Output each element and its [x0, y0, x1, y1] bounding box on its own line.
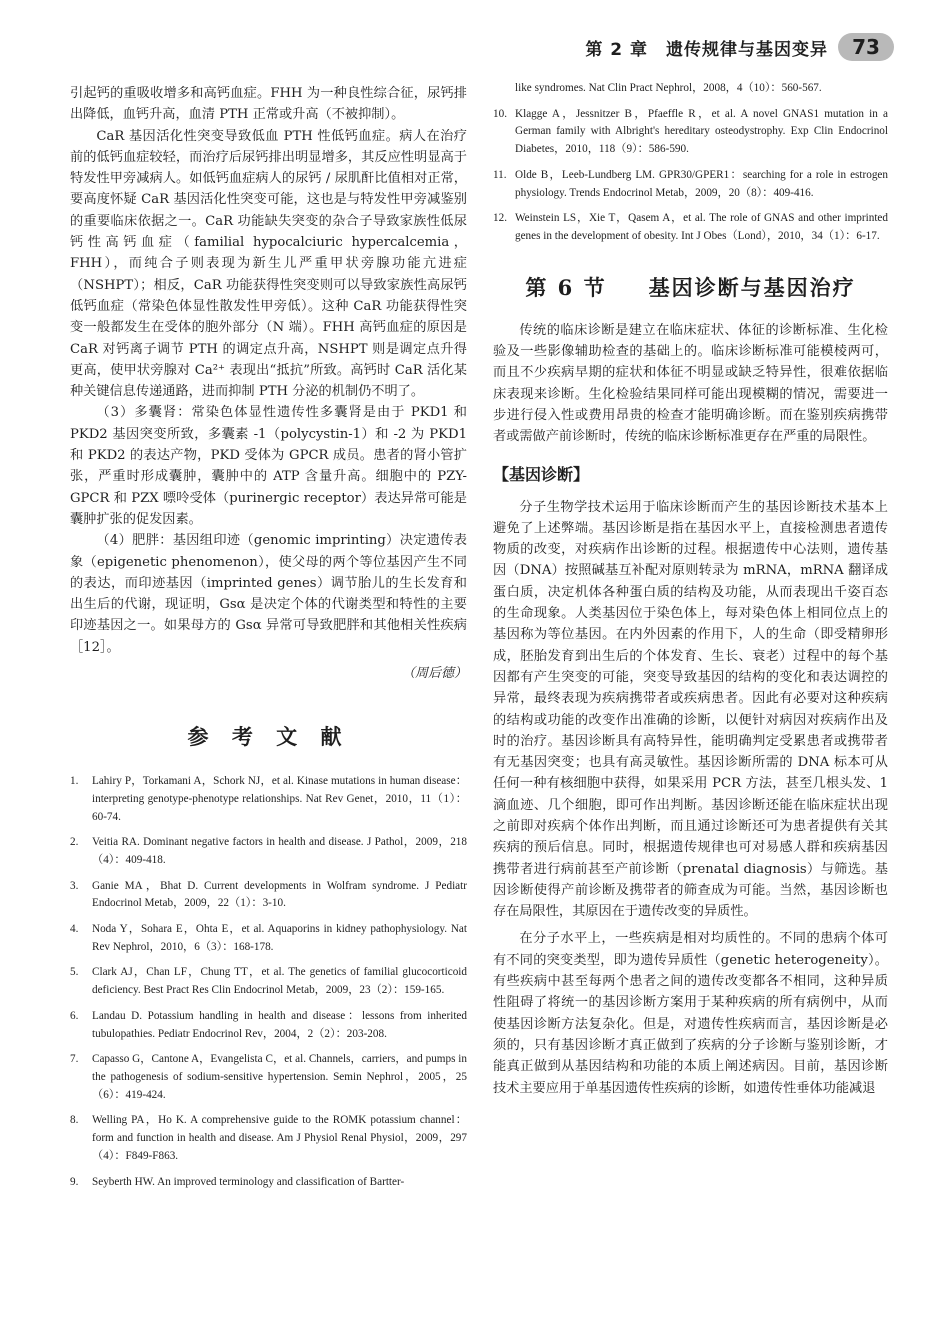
reference-item: 2. Veitia RA. Dominant negative factors in health and disease. J Pathol，2009，218（4）：409-418. [70, 836, 467, 866]
body-paragraph: （4）肥胖：基因组印迹（genomic imprinting）决定遗传表象（epigenetic phenomenon），使父母的两个等位基因产生不同的表达，而印迹基因（imprinted genes）调节胎儿的生长发育和出生后的代谢，现证明，Gsα 是决定个体的代谢类型和特性的主要印迹基因之一。如果母方的 Gsα 异常可导致肥胖和其他相关性疾病［12］。 [70, 533, 467, 655]
reference-list-continued [493, 80, 888, 246]
section-name: 基因诊断与基因治疗 [648, 274, 856, 300]
body-paragraph: CaR 基因活化性突变导致低血 PTH 性低钙血症。病人在治疗前的低钙血症较轻，而治疗后尿钙排出明显增多，其反应性明显高于特发性甲旁减病人。如低钙血症病人的尿钙 / 尿肌酐比值相对正常，要高度怀疑 CaR 基因活化性突变可能，这也是与特发性甲旁减鉴别的重要临床依据之一。CaR 功能缺失突变的杂合子导致家族性低尿钙性高钙血症（familial hypocalciuric hypercalcemia，FHH），而纯合子则表现为新生儿严重甲状旁腺功能亢进症（NSHPT）；相反，CaR 功能获得性突变则可以导致家族性高尿钙低钙血症（常染色体显性散发性甲旁低）。这种 CaR 功能获得性突变一般都发生在受体的胞外部分（N 端）。FHH 高钙血症的原因是 CaR 对钙离子调节 PTH 的调定点升高，NSHPT 则是调定点升得更高，使甲状旁腺对 Ca²⁺ 表现出“抵抗”所致。高钙时 CaR 活化某种关键信息传递通路，进而抑制 PTH 分泌的机制仍不明了。 [70, 128, 467, 400]
section-number: 第 6 节 [525, 274, 607, 300]
reference-item: 9. Seyberth HW. An improved terminology and classification of Bartter- [70, 1175, 405, 1188]
reference-list [70, 773, 467, 1191]
reference-item: 4. Noda Y，Sohara E，Ohta E，et al. Aquaporins in kidney pathophysiology. Nat Rev Nephrol，2010，6（3）：168-178. [70, 922, 467, 953]
left-column [70, 83, 467, 1199]
reference-item: 12. Weinstein LS，Xie T，Qasem A，et al. The role of GNAS and other imprinted genes in the development of obesity. Int J Obes（Lond），2010，34（1）：6-17. [493, 212, 888, 242]
reference-item: 5. Clark AJ，Chan LF，Chung TT，et al. The genetics of familial glucocorticoid deficiency. Best Pract Res Clin Endocrinol Metab，2009，23（2）：159-165. [70, 966, 467, 997]
body-paragraph: 分子生物学技术运用于临床诊断而产生的基因诊断技术基本上避免了上述弊端。基因诊断是指在基因水平上，直接检测患者遗传物质的改变，对疾病作出诊断的过程。根据遗传中心法则，遗传基因（DNA）按照碱基互补配对原则转录为 mRNA，mRNA 翻译成蛋白质，决定机体各种蛋白质的结构及功能，从而表现出千姿百态的生命现象。人类基因位于染色体上，每对染色体上相同位点上的基因称为等位基因。在内外因素的作用下，人的生命（即受精卵形成，胚胎发育到出生后的个体发育、生长、衰老）过程中的每个基因都有产生突变的可能，突变导致基因的结构的变化和表达调控的异常，最终表现为疾病携带者或疾病患者。因此有必要对这种疾病的结构或功能的改变作出准确的诊断，以便针对病因对疾病作出及时的治疗。基因诊断具有高特异性，能明确判定受累患者或携带者有无基因突变；也具有高灵敏性。基因诊断所需的 DNA 标本可从任何一种有核细胞中获得，如果采用 PCR 方法，甚至几根头发、1 滴血迹、几个细胞，即可作出判断。基因诊断还能在临床症状出现之前即对疾病个体作出判断，而且通过诊断还可为患者提供有关其疾病的预后信息。同时，根据遗传规律也可对易感人群和疾病基因携带者进行病前甚至产前诊断（prenatal diagnosis）与筛选。基因诊断使得产前诊断及携带者的筛查成为可能。当然，基因诊断也存在局限性，其原因在于遗传改变的异质性。 [493, 499, 888, 920]
right-column [493, 80, 888, 1099]
body-paragraph: （3）多囊肾：常染色体显性遗传性多囊肾是由于 PKD1 和 PKD2 基因突变所致，多囊素 -1（polycystin-1）和 -2 为 PKD1 和 PKD2 的表达产物，PKD 受体为 GPCR 成员。患者的肾小管扩张，严重时形成囊肿，囊肿中的 ATP 含量升高。细胞中的 PZY-GPCR 和 PZX 嘌呤受体（purinergic receptor）表达异常可能是囊肿扩张的促发因素。 [70, 405, 467, 527]
reference-item: 7. Capasso G，Cantone A，Evangelista C，et al. Channels，carriers，and pumps in the pathogenesis of sodium-sensitive hypertension. Semin Nephrol，2005，25（6）：419-424. [70, 1053, 467, 1101]
page-number: 73 [838, 33, 894, 61]
body-paragraph: 在分子水平上，一些疾病是相对均质性的。不同的患病个体可有不同的突变类型，即为遗传异质性（genetic heterogeneity）。有些疾病中甚至每两个患者之间的遗传改变都各不相同，这种异质性阻碍了将统一的基因诊断方案用于某种疾病的所有病例中，从而使基因诊断方法复杂化。但是，对遗传性疾病而言，基因诊断是必须的，只有基因诊断才真正做到了疾病的分子诊断与鉴别诊断，才能真正做到从基因结构和功能的本质上阐述病因。目前，基因诊断技术主要应用于单基因遗传性疾病的诊断，如遗传性垂体功能减退 [493, 931, 888, 1096]
reference-item: 10. Klagge A，Jessnitzer B，Pfaeffle R，et al. A novel GNAS1 mutation in a German family with Albright's hereditary osteodystrophy. Exp Clin Endocrinol Diabetes，2010，118（9）：586-590. [493, 107, 888, 156]
reference-item: 3. Ganie MA，Bhat D. Current developments in Wolfram syndrome. J Pediatr Endocrinol Metab，2009，22（1）：3-10. [70, 879, 467, 910]
page-header [585, 30, 894, 64]
author-signature: （周后德） [401, 666, 467, 682]
subsection-heading: 【基因诊断】 [493, 464, 590, 484]
reference-item: 6. Landau D. Potassium handling in health and disease：lessons from inherited tubulopathies. Pediatr Endocrinol Rev，2004，2（2）：203-208. [70, 1009, 467, 1040]
reference-item: 1. Lahiry P，Torkamani A，Schork NJ，et al. Kinase mutations in human disease：interpreting genotype-phenotype relationships. Nat Rev Genet，2010，11（1）：60-74. [70, 775, 467, 823]
references-heading: 参 考 文 献 [187, 724, 350, 750]
chapter-title: 第 2 章 遗传规律与基因变异 [585, 39, 828, 60]
body-paragraph: 引起钙的重吸收增多和高钙血症。FHH 为一种良性综合征，尿钙排出降低，血钙升高，血清 PTH 正常或升高（不被抑制）。 [70, 86, 467, 123]
reference-item: 11. Olde B，Leeb-Lundberg LM. GPR30/GPER1：searching for a role in estrogen physiology. Trends Endocrinol Metab，2009，20（8）：409-416. [493, 168, 888, 199]
reference-item: like syndromes. Nat Clin Pract Nephrol，2008，4（10）：560-567. [515, 82, 822, 94]
body-paragraph: 传统的临床诊断是建立在临床症状、体征的诊断标准、生化检验及一些影像辅助检查的基础上的。临床诊断标准可能模棱两可，而且不少疾病早期的症状和体征不明显或缺乏特异性，很难依据临床表现来诊断。生化检验结果同样可能出现模糊的情况，需要进一步进行侵入性或费用昂贵的检查才能明确诊断。而在鉴别疾病携带者或需做产前诊断时，传统的临床诊断标准更存在严重的局限性。 [493, 322, 888, 445]
section-title [493, 272, 888, 302]
reference-item: 8. Welling PA，Ho K. A comprehensive guide to the ROMK potassium channel：form and function in health and disease. Am J Physiol Renal Physiol，2009，297（4）：F849-F863. [70, 1114, 467, 1162]
